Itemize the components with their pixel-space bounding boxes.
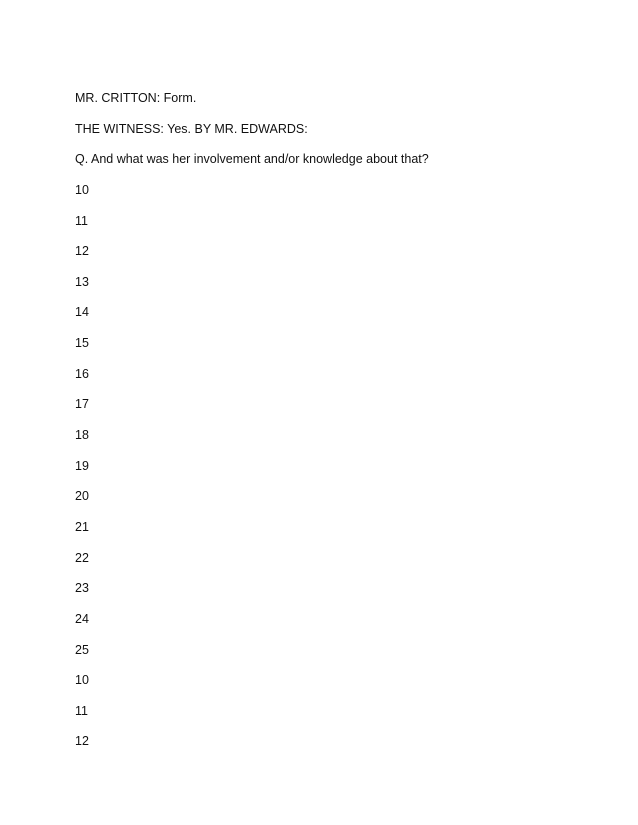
line-number: 15 — [75, 336, 89, 351]
line-number: 11 — [75, 703, 88, 718]
line-number: 12 — [75, 734, 89, 749]
line-number: 10 — [75, 673, 89, 688]
transcript-line: Q. And what was her involvement and/or knowledge about that? — [75, 152, 429, 167]
line-number: 18 — [75, 428, 89, 443]
line-number: 14 — [75, 305, 89, 320]
line-number: 13 — [75, 274, 89, 289]
line-number: 24 — [75, 611, 89, 626]
line-number: 21 — [75, 519, 89, 534]
line-number: 12 — [75, 244, 89, 259]
transcript-line: MR. CRITTON: Form. — [75, 91, 197, 105]
line-number: 22 — [75, 550, 89, 565]
line-number: 10 — [75, 182, 89, 197]
line-number: 20 — [75, 489, 89, 504]
line-number: 19 — [75, 458, 89, 473]
line-number: 11 — [75, 213, 88, 228]
line-number: 23 — [75, 581, 89, 596]
line-number: 25 — [75, 642, 89, 657]
line-number: 17 — [75, 397, 89, 412]
transcript-lines — [75, 89, 595, 763]
transcript-line: THE WITNESS: Yes. BY MR. EDWARDS: — [75, 121, 308, 136]
line-number: 16 — [75, 366, 89, 381]
